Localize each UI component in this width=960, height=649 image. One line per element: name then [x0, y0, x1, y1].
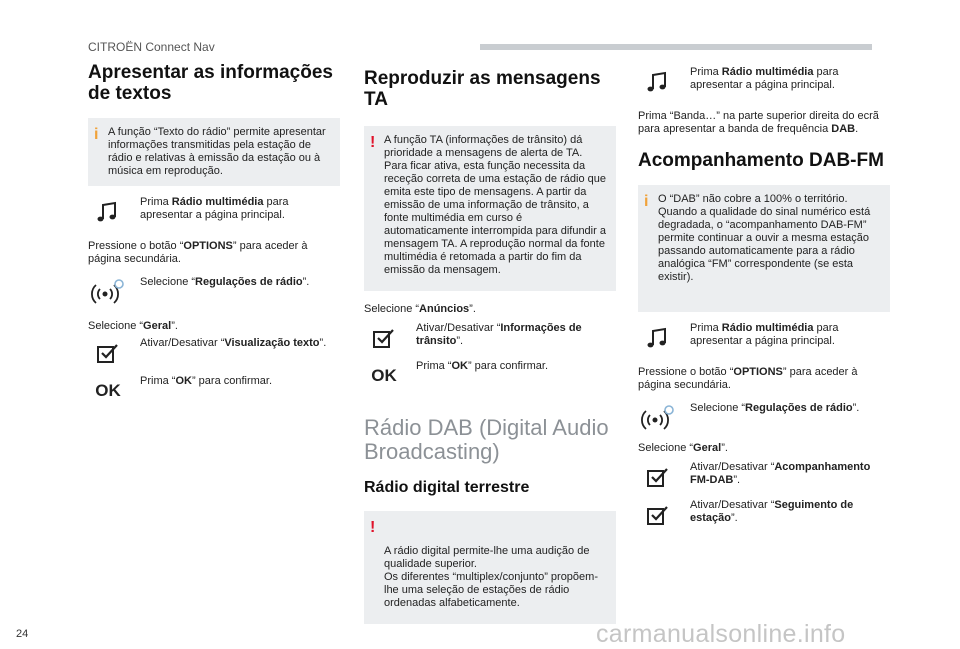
step-text: Prima Rádio multimédia para apresentar a página principal. — [140, 196, 289, 221]
radio-settings-icon — [638, 402, 678, 434]
step-toggle — [638, 461, 890, 491]
step-radio-multimedia — [638, 322, 890, 352]
music-note-icon — [638, 322, 678, 354]
column-2 — [364, 62, 616, 624]
info-box — [88, 118, 340, 186]
warning-text: A rádio digital permite-lhe uma audição de qualidade superior. Os diferentes “multiplex/conjunto” propõem-lhe uma seleção de estações de rádio ordenadas alfabeticamente. — [384, 545, 598, 609]
music-note-icon — [88, 196, 128, 228]
step-toggle — [88, 337, 340, 367]
warning-box — [364, 126, 616, 291]
paragraph: Pressione o botão “OPTIONS” para aceder à página secundária. — [88, 240, 308, 265]
info-box — [638, 185, 890, 312]
step-toggle — [364, 322, 616, 352]
step-text: Selecione “Regulações de rádio”. — [140, 276, 310, 288]
warning-box — [364, 511, 616, 624]
step-radio-multimedia — [638, 66, 890, 96]
step-text: Ativar/Desativar “Seguimento de estação”. — [690, 499, 854, 524]
checkbox-icon — [638, 461, 678, 493]
page-number: 24 — [16, 628, 29, 640]
step-text: Prima “OK” para confirmar. — [416, 360, 549, 372]
checkbox-icon — [88, 337, 128, 369]
step-text: Ativar/Desativar “Informações de trânsito”. — [416, 322, 582, 347]
header-bar — [480, 44, 872, 50]
header-brand: CITROËN Connect Nav — [88, 40, 215, 54]
step-text: Prima “OK” para confirmar. — [140, 375, 273, 387]
step-text: Ativar/Desativar “Acompanhamento FM-DAB”. — [690, 461, 871, 486]
info-icon: i — [94, 126, 99, 143]
paragraph: Prima “Banda…” na parte superior direita do ecrã para apresentar a banda de frequência DAB. — [638, 110, 879, 135]
checkbox-icon — [638, 499, 678, 531]
step-text: Selecione “Regulações de rádio”. — [690, 402, 860, 414]
section-title: Acompanhamento DAB-FM — [638, 150, 884, 171]
info-text: O “DAB” não cobre a 100% o território. Quando a qualidade do sinal numérico está degradada, o “acompanhamento DAB-FM” permite continuar a ouvir a mesma estação passando automaticamente para a rádio analógica “FM” correspondente (se esta existir). — [658, 193, 871, 283]
checkbox-icon — [364, 322, 404, 354]
music-note-icon — [638, 66, 678, 98]
warning-text: A função TA (informações de trânsito) dá prioridade a mensagens de alerta de TA. Para ficar ativa, esta função necessita da receção correta de uma estação de rádio que emita este tipo de mensagens. A partir da emissão de uma informação de trânsito, a fonte multimédia em curso é automaticamente interrompida para difundir a mensagem TA. A reprodução normal da fonte multimédia é retomada a partir do fim da emissão da mensagem. — [384, 134, 606, 276]
warning-icon: ! — [370, 519, 376, 536]
subsection-title: Rádio digital terrestre — [364, 479, 530, 496]
warning-icon: ! — [370, 134, 376, 151]
step-radio-settings — [88, 276, 340, 306]
ok-icon: OK — [95, 381, 121, 400]
step-ok — [88, 375, 340, 405]
step-text: Prima Rádio multimédia para apresentar a página principal. — [690, 322, 839, 347]
paragraph: Selecione “Anúncios”. — [364, 303, 476, 315]
ok-icon: OK — [371, 366, 397, 385]
column-3 — [638, 62, 890, 529]
chapter-title: Rádio DAB (Digital Audio Broadcasting) — [364, 415, 609, 464]
paragraph: Selecione “Geral”. — [88, 320, 178, 332]
step-radio-multimedia — [88, 196, 340, 226]
paragraph: Pressione o botão “OPTIONS” para aceder à página secundária. — [638, 366, 858, 391]
paragraph: Selecione “Geral”. — [638, 442, 728, 454]
column-1 — [88, 62, 340, 405]
radio-settings-icon — [88, 276, 128, 308]
step-toggle — [638, 499, 890, 529]
step-text: Prima Rádio multimédia para apresentar a página principal. — [690, 66, 839, 91]
info-icon: i — [644, 193, 649, 210]
step-text: Ativar/Desativar “Visualização texto”. — [140, 337, 327, 349]
section-title: Apresentar as informações de textos — [88, 62, 333, 104]
info-text: A função “Texto do rádio” permite apresentar informações transmitidas pela estação de rádio e relativas à emissão da estação ou à música em reprodução. — [108, 126, 326, 177]
step-radio-settings — [638, 402, 890, 432]
watermark: carmanualsonline.info — [596, 620, 846, 648]
step-ok — [364, 360, 616, 390]
section-title: Reproduzir as mensagens TA — [364, 68, 601, 110]
